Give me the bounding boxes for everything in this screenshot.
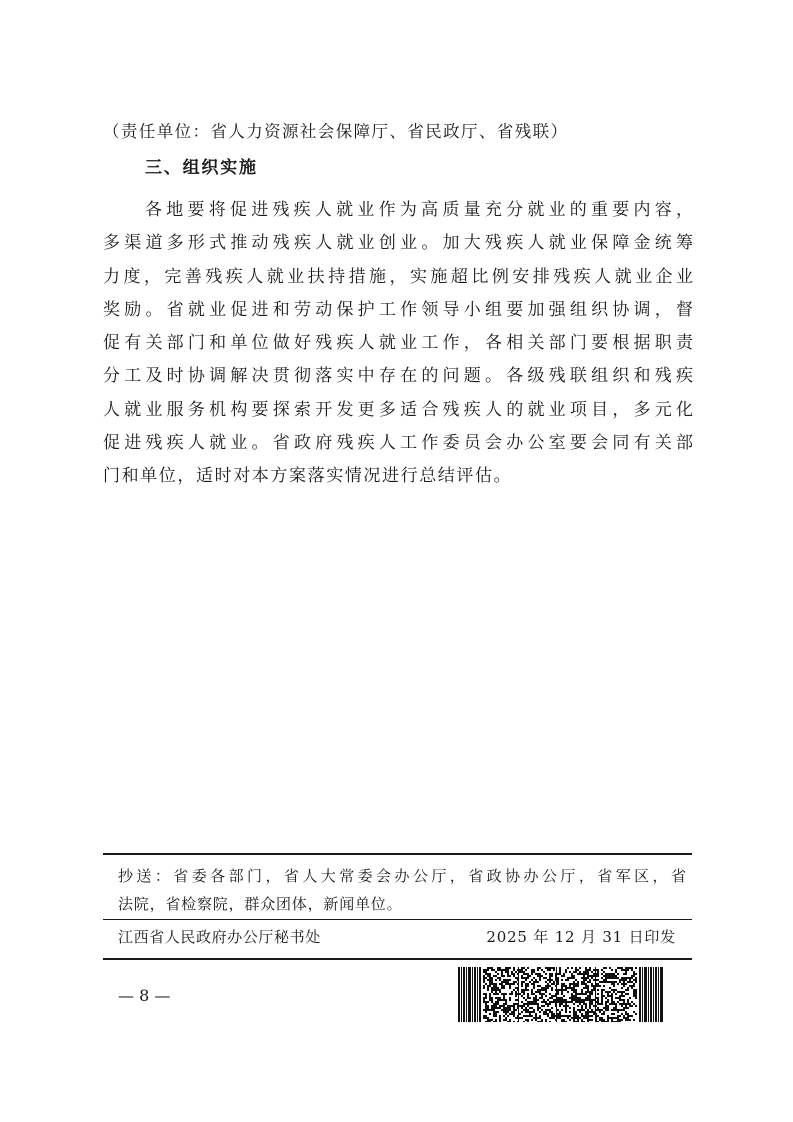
paragraph-line: 分工及时协调解决贯彻落实中存在的问题。各级残联组织和残疾 — [103, 366, 693, 387]
section-heading: 三、组织实施 — [145, 158, 258, 178]
paragraph-line: 促进残疾人就业。省政府残疾人工作委员会办公室要会同有关部 — [103, 433, 693, 454]
paragraph-line: 促有关部门和单位做好残疾人就业工作，各相关部门要根据职责 — [103, 333, 693, 354]
paragraph-line: 门和单位，适时对本方案落实情况进行总结评估。 — [103, 466, 513, 487]
cc-top-rule — [103, 853, 692, 855]
cc-block — [118, 862, 686, 918]
page-number: — 8 — — [118, 986, 171, 1005]
paragraph-line: 多渠道多形式推动残疾人就业创业。加大残疾人就业保障金统筹 — [103, 233, 693, 254]
paragraph-line: 各地要将促进残疾人就业作为高质量充分就业的重要内容， — [145, 200, 693, 220]
cc-line: 法院，省检察院，群众团体，新闻单位。 — [118, 895, 403, 913]
issuer-top-rule — [103, 919, 692, 920]
issuing-office: 江西省人民政府办公厅秘书处 — [118, 928, 321, 946]
issue-date: 2025 年 12 月 31 日印发 — [486, 928, 676, 946]
issuer-bottom-rule — [103, 958, 692, 960]
responsibility-note: （责任单位：省人力资源社会保障厅、省民政厅、省残联） — [103, 122, 569, 141]
cc-line: 抄送：省委各部门，省人大常委会办公厅，省政协办公厅，省军区，省 — [118, 867, 686, 885]
paragraph-line: 奖励。省就业促进和劳动保护工作领导小组要加强组织协调，督 — [103, 299, 693, 320]
paragraph-line: 力度，完善残疾人就业扶持措施，实施超比例安排残疾人就业企业 — [103, 266, 693, 287]
body-paragraph — [103, 194, 693, 494]
document-barcode — [458, 967, 663, 1022]
paragraph-line: 人就业服务机构要探索开发更多适合残疾人的就业项目，多元化 — [103, 399, 693, 420]
